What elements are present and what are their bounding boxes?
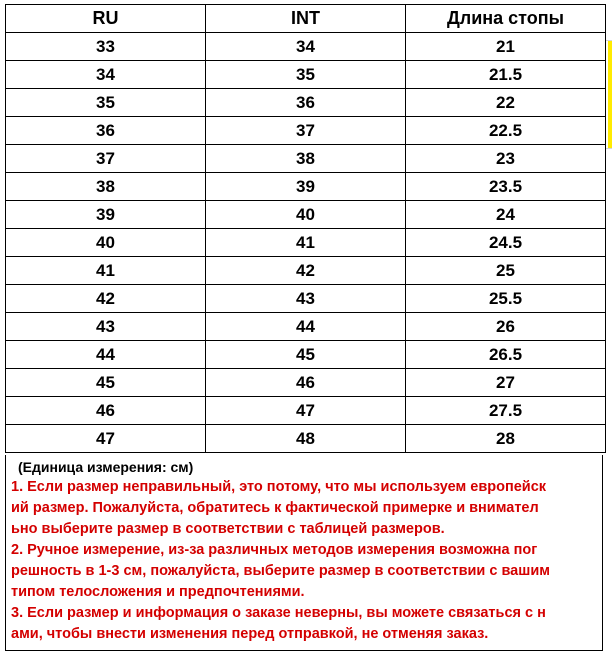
cell-int: 36 [206,89,406,117]
cell-ru: 34 [6,61,206,89]
table-row [6,341,606,369]
cell-foot-length: 24.5 [406,229,606,257]
sheet-gridline [606,40,612,41]
size-table [5,4,606,453]
cell-foot-length: 23 [406,145,606,173]
note-line: типом телосложения и предпочтениями. [11,584,305,600]
header-ru: RU [6,5,206,33]
note-line: ами, чтобы внести изменения перед отправкой, не отменяя заказ. [11,626,489,642]
cell-int: 44 [206,313,406,341]
cell-ru: 44 [6,341,206,369]
cell-foot-length: 27.5 [406,397,606,425]
notes-box [5,455,603,651]
table-row [6,173,606,201]
cell-int: 47 [206,397,406,425]
cell-int: 39 [206,173,406,201]
table-row [6,257,606,285]
cell-foot-length: 22 [406,89,606,117]
header-foot-length: Длина стопы [406,5,606,33]
note-line: ьно выберите размер в соответствии с таблицей размеров. [11,521,445,537]
cell-foot-length: 22.5 [406,117,606,145]
note-line: ий размер. Пожалуйста, обратитесь к фактической примерке и внимател [11,500,539,516]
cell-foot-length: 24 [406,201,606,229]
cell-ru: 45 [6,369,206,397]
cell-ru: 40 [6,229,206,257]
highlight-mark [608,40,612,148]
cell-ru: 39 [6,201,206,229]
table-row [6,369,606,397]
note-line: решность в 1-3 см, пожалуйста, выберите размер в соответствии с вашим [11,563,550,579]
cell-int: 42 [206,257,406,285]
table-row [6,33,606,61]
cell-foot-length: 25.5 [406,285,606,313]
note-line: 3. Если размер и информация о заказе неверны, вы можете связаться с н [11,605,546,621]
cell-ru: 41 [6,257,206,285]
cell-ru: 47 [6,425,206,453]
size-rows [6,33,606,453]
cell-ru: 38 [6,173,206,201]
cell-int: 46 [206,369,406,397]
table-row [6,285,606,313]
cell-ru: 33 [6,33,206,61]
table-row [6,397,606,425]
cell-int: 41 [206,229,406,257]
cell-int: 45 [206,341,406,369]
table-row [6,117,606,145]
cell-foot-length: 27 [406,369,606,397]
header-row [6,5,606,33]
note-line: 2. Ручное измерение, из-за различных методов измерения возможна пог [11,542,538,558]
cell-ru: 35 [6,89,206,117]
table-row [6,425,606,453]
cell-ru: 37 [6,145,206,173]
cell-int: 43 [206,285,406,313]
cell-ru: 43 [6,313,206,341]
note-line: 1. Если размер неправильный, это потому, что мы используем европейск [11,479,547,495]
table-row [6,201,606,229]
cell-foot-length: 25 [406,257,606,285]
cell-foot-length: 23.5 [406,173,606,201]
cell-int: 34 [206,33,406,61]
cell-ru: 36 [6,117,206,145]
cell-int: 38 [206,145,406,173]
cell-ru: 42 [6,285,206,313]
table-row [6,229,606,257]
cell-foot-length: 28 [406,425,606,453]
table-row [6,61,606,89]
cell-int: 48 [206,425,406,453]
cell-int: 40 [206,201,406,229]
cell-foot-length: 21 [406,33,606,61]
table-row [6,145,606,173]
cell-foot-length: 21.5 [406,61,606,89]
table-row [6,89,606,117]
sheet-gridline [606,148,612,149]
cell-int: 35 [206,61,406,89]
cell-int: 37 [206,117,406,145]
table-row [6,313,606,341]
cell-foot-length: 26 [406,313,606,341]
cell-foot-length: 26.5 [406,341,606,369]
cell-ru: 46 [6,397,206,425]
unit-label: (Единица измерения: см) [18,459,194,475]
header-int: INT [206,5,406,33]
